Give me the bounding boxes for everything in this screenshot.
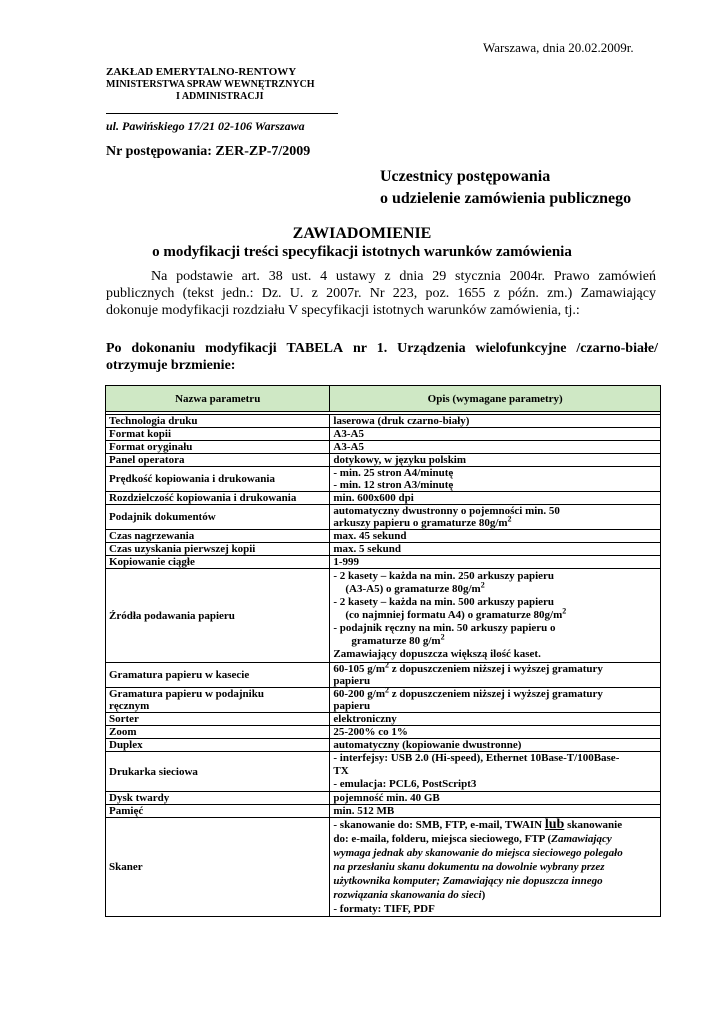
value-text: 60-200 g/m <box>333 688 386 700</box>
parameter-value: - min. 25 stron A4/minutę - min. 12 stron A3/minutę <box>330 467 661 492</box>
value-text: 60-105 g/m <box>333 663 386 675</box>
parameter-name: Rozdzielczość kopiowania i drukowania <box>106 492 330 505</box>
parameter-value: laserowa (druk czarno-biały) <box>330 415 661 428</box>
parameter-name: Prędkość kopiowania i drukowania <box>106 467 330 492</box>
value-line: - formaty: TIFF, PDF <box>333 903 435 915</box>
table-row <box>106 726 661 739</box>
word: stycznia <box>455 269 501 284</box>
word: Po <box>106 341 122 356</box>
recipients-line-2: o udzielenie zamówienia publicznego <box>380 190 632 207</box>
word: zamówień <box>598 269 656 284</box>
parameter-name: Gramatura papieru w kasecie <box>106 663 330 688</box>
modification-line-2: otrzymuje brzmienie: <box>106 358 236 373</box>
word: /czarno-białe/ <box>576 341 658 356</box>
word: z <box>493 286 500 301</box>
table-row <box>106 569 661 663</box>
value-text: arkuszy papieru o gramaturze 80g/m <box>333 517 508 529</box>
table-row <box>106 688 661 713</box>
value-line <box>333 606 657 622</box>
table-row <box>106 543 661 556</box>
table-row <box>106 739 661 752</box>
notice-title: ZAWIADOMIENIE <box>292 225 432 242</box>
table-row <box>106 818 661 917</box>
parameter-name <box>106 688 330 713</box>
word: Na <box>151 269 168 284</box>
value-text: skanowanie <box>564 819 623 831</box>
table-row <box>106 492 661 505</box>
recipients-line-1: Uczestnicy postępowania <box>380 168 551 185</box>
header-parameter-name: Nazwa parametru <box>106 386 330 412</box>
word: art. <box>241 269 260 284</box>
superscript: 2 <box>440 632 445 642</box>
parameter-value: elektroniczny <box>330 713 661 726</box>
parameter-name: Dysk twardy <box>106 792 330 805</box>
word: modyfikacji <box>205 341 277 356</box>
parameter-name: Duplex <box>106 739 330 752</box>
name-line: ręcznym <box>109 700 150 712</box>
value-line <box>333 685 657 700</box>
parameter-value <box>330 505 661 530</box>
table-row <box>106 454 661 467</box>
modification-line-1 <box>106 340 658 357</box>
word: nr <box>352 341 367 356</box>
value-line: - podajnik ręczny na min. 50 arkuszy papieru o <box>333 622 556 634</box>
word: TABELA <box>286 341 344 356</box>
parameter-name: Format kopii <box>106 428 330 441</box>
value-line <box>333 888 657 902</box>
body-line-1 <box>106 268 656 285</box>
value-line: papieru <box>333 700 371 712</box>
superscript: 2 <box>385 685 390 695</box>
word: poz. <box>425 286 450 301</box>
word: z <box>311 286 318 301</box>
table-row <box>106 792 661 805</box>
header-parameter-description: Opis (wymagane parametry) <box>330 386 661 412</box>
value-text-lub: lub <box>544 817 565 832</box>
value-line: papieru <box>333 675 371 687</box>
value-line <box>333 580 657 596</box>
table-row <box>106 530 661 543</box>
parameter-name: Drukarka sieciowa <box>106 752 330 792</box>
table-row <box>106 428 661 441</box>
body-line-2 <box>106 285 656 302</box>
specification-table <box>105 385 661 917</box>
word: ust. <box>291 269 312 284</box>
parameter-value: 1-999 <box>330 556 661 569</box>
parameter-value: max. 45 sekund <box>330 530 661 543</box>
table-row <box>106 805 661 818</box>
institution-administration: I ADMINISTRACJI <box>176 91 264 102</box>
word: dokonaniu <box>131 341 196 356</box>
value-line <box>333 632 657 648</box>
word: Urządzenia <box>397 341 466 356</box>
case-number: Nr postępowania: ZER-ZP-7/2009 <box>106 144 311 159</box>
value-line <box>333 514 657 529</box>
name-line: Gramatura papieru w podajniku <box>109 688 264 700</box>
value-line: automatyczny dwustronny o pojemności min. 50 <box>333 505 560 517</box>
word: dnia <box>399 269 424 284</box>
parameter-name: Sorter <box>106 713 330 726</box>
table-row <box>106 752 661 792</box>
institution-ministry: MINISTERSTWA SPRAW WEWNĘTRZNYCH <box>106 79 315 90</box>
parameter-value: dotykowy, w języku polskim <box>330 454 661 467</box>
word: 2007r. <box>326 286 362 301</box>
value-text-italic: Zamawiający <box>551 833 612 845</box>
parameter-name: Czas nagrzewania <box>106 530 330 543</box>
parameter-name: Kopiowanie ciągłe <box>106 556 330 569</box>
value-line: wymaga jednak aby skanowanie do miejsca sieciowego polegało <box>333 847 623 859</box>
table-row <box>106 467 661 492</box>
word: Zamawiający <box>580 286 656 301</box>
superscript: 2 <box>507 514 512 524</box>
value-line: na przesłaniu skanu dokumentu na dowolnie wybrany przez <box>333 861 605 873</box>
parameter-value <box>330 569 661 663</box>
parameter-value: A3-A5 <box>330 428 661 441</box>
parameter-value <box>330 818 661 917</box>
table-row <box>106 441 661 454</box>
word: 1. <box>376 341 388 356</box>
parameter-value: automatyczny (kopiowanie dwustronne) <box>330 739 661 752</box>
value-line: użytkownika komputer; Zamawiający nie dopuszcza innego <box>333 875 603 887</box>
word: 38 <box>268 269 283 284</box>
parameter-name: Źródła podawania papieru <box>106 569 330 663</box>
value-line: TX <box>333 765 349 777</box>
word: jedn.: <box>222 286 254 301</box>
institution-address: ul. Pawińskiego 17/21 02-106 Warszawa <box>106 119 305 133</box>
parameter-name: Skaner <box>106 818 330 917</box>
parameter-value <box>330 752 661 792</box>
value-line: - 2 kasety – każda na min. 250 arkuszy papieru <box>333 570 555 582</box>
word: ustawy <box>335 269 376 284</box>
word: zm.) <box>547 286 573 301</box>
table-row <box>106 556 661 569</box>
parameter-name: Panel operatora <box>106 454 330 467</box>
parameter-name: Technologia druku <box>106 415 330 428</box>
value-line: - interfejsy: USB 2.0 (Hi-speed), Ethernet 10Base-T/100Base- <box>333 752 620 764</box>
superscript: 2 <box>385 660 390 670</box>
table-header-row <box>106 386 661 412</box>
parameter-value: min. 600x600 dpi <box>330 492 661 505</box>
parameter-name: Podajnik dokumentów <box>106 505 330 530</box>
word: 2004r. <box>509 269 546 284</box>
value-text: - skanowanie do: SMB, FTP, e-mail, TWAIN <box>333 819 545 831</box>
modification-paragraph <box>106 340 658 374</box>
institution-name: ZAKŁAD EMERYTALNO-RENTOWY <box>106 66 297 78</box>
parameter-name: Format oryginału <box>106 441 330 454</box>
value-text: gramaturze 80 g/m <box>351 635 441 647</box>
word: podstawie <box>176 269 233 284</box>
value-text-italic: rozwiązania skanowania do sieci <box>333 889 482 901</box>
value-text: ) <box>481 889 486 901</box>
value-line: - emulacja: PCL6, PostScript3 <box>333 778 477 790</box>
word: (tekst <box>182 286 214 301</box>
superscript: 2 <box>480 580 485 590</box>
parameter-value: 25-200% co 1% <box>330 726 661 739</box>
parameter-value: pojemność min. 40 GB <box>330 792 661 805</box>
body-paragraph <box>106 268 656 319</box>
superscript: 2 <box>562 606 567 616</box>
value-line: - 2 kasety – każda na min. 500 arkuszy papieru <box>333 596 555 608</box>
value-line <box>333 660 657 675</box>
body-line-3: dokonuje modyfikacji rozdziału V specyfikacji istotnych warunków zamówienia, tj.: <box>106 303 580 318</box>
value-line <box>333 818 657 832</box>
word: Nr <box>369 286 385 301</box>
word: wielofunkcyjne <box>475 341 567 356</box>
parameter-name: Czas uzyskania pierwszej kopii <box>106 543 330 556</box>
parameter-value <box>330 660 661 688</box>
word: z <box>384 269 391 284</box>
word: Dz. <box>261 286 282 301</box>
word: Prawo <box>553 269 590 284</box>
word: 1655 <box>457 286 486 301</box>
word: publicznych <box>106 286 175 301</box>
address-divider <box>106 113 338 114</box>
table-row <box>106 663 661 688</box>
parameter-value: A3-A5 <box>330 441 661 454</box>
value-text: do: e-maila, folderu, miejsca sieciowego, FTP ( <box>333 833 552 845</box>
value-text: z dopuszczeniem niższej i wyższej gramatury <box>389 663 603 675</box>
word: późn. <box>508 286 539 301</box>
word: U. <box>289 286 304 301</box>
parameter-value: min. 512 MB <box>330 805 661 818</box>
document-date: Warszawa, dnia 20.02.2009r. <box>483 40 634 55</box>
table-row <box>106 505 661 530</box>
parameter-value <box>330 685 661 713</box>
value-text: z dopuszczeniem niższej i wyższej gramatury <box>389 688 603 700</box>
value-text: (co najmniej formatu A4) o gramaturze 80g/m <box>345 609 563 621</box>
value-line <box>333 832 657 846</box>
notice-subtitle: o modyfikacji treści specyfikacji istotnych warunków zamówienia <box>152 244 572 260</box>
parameter-name: Pamięć <box>106 805 330 818</box>
table-row <box>106 415 661 428</box>
parameter-name: Zoom <box>106 726 330 739</box>
table-row <box>106 713 661 726</box>
parameter-value: max. 5 sekund <box>330 543 661 556</box>
word: 4 <box>320 269 328 284</box>
word: 223, <box>392 286 418 301</box>
value-text: (A3-A5) o gramaturze 80g/m <box>345 583 481 595</box>
value-line: Zamawiający dopuszcza większą ilość kaset. <box>333 648 541 660</box>
word: 29 <box>432 269 447 284</box>
